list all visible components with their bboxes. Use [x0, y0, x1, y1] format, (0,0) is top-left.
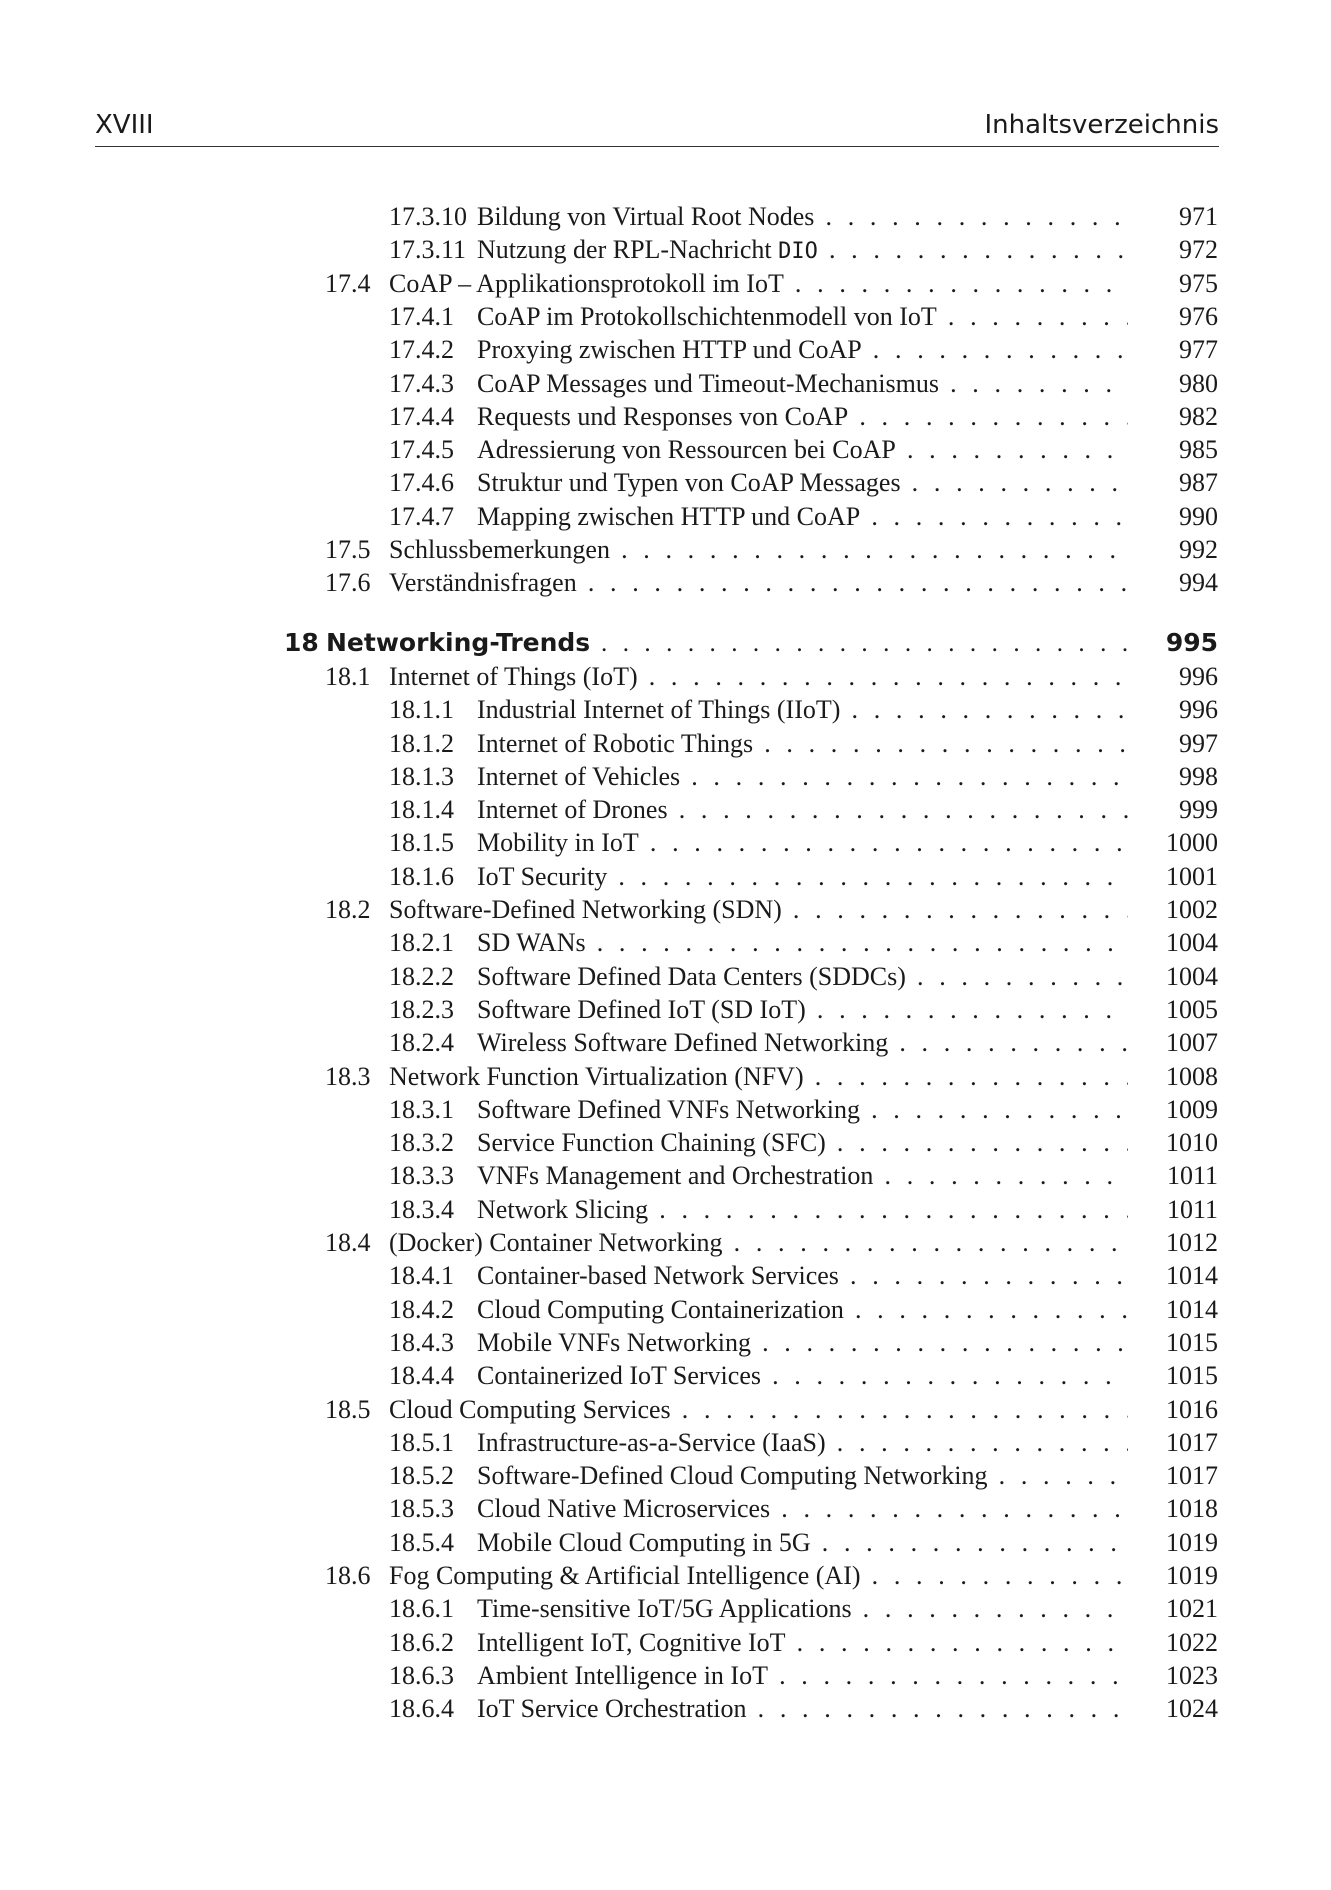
toc-entry-title — [477, 400, 1128, 434]
toc-entry-title-text: Verständnisfragen — [389, 568, 577, 598]
toc-entry-page: 1002 — [1136, 893, 1218, 927]
toc-entry-title-text: Network Slicing — [477, 1194, 649, 1224]
toc-entry-title-text: Software-Defined Cloud Computing Networking — [477, 1461, 988, 1491]
toc-entry-page: 1004 — [1136, 926, 1218, 960]
toc-entry-title — [477, 727, 1128, 761]
toc-entry-number: 18.2.1 — [389, 928, 454, 958]
toc-entry-row[interactable] — [0, 1526, 1331, 1560]
toc-entry-page: 994 — [1149, 566, 1218, 600]
toc-entry-title-text: Mobile Cloud Computing in 5G — [477, 1527, 811, 1557]
toc-entry-title-text: Nutzung der RPL-Nachricht — [477, 235, 779, 265]
toc-entry-number: 17.4.7 — [389, 501, 454, 531]
toc-entry-number: 18.6.3 — [389, 1660, 454, 1690]
toc-entry-page: 1023 — [1136, 1659, 1218, 1693]
toc-entry-title-text: Mobile VNFs Networking — [477, 1327, 751, 1357]
toc-entry-row[interactable] — [0, 960, 1331, 994]
toc-entry-title — [477, 826, 1128, 860]
toc-entry-row[interactable] — [0, 1659, 1331, 1693]
toc-entry-row[interactable] — [0, 1692, 1331, 1726]
toc-entry-number: 18 — [284, 627, 319, 657]
toc-entry-number: 17.5 — [325, 535, 371, 564]
toc-entry-title — [477, 1492, 1128, 1526]
toc-entry-number: 17.4.5 — [389, 435, 454, 465]
toc-entry-number: 17.6 — [325, 568, 371, 598]
toc-entry-number: 18.2 — [325, 895, 371, 924]
toc-entry-page: 1019 — [1136, 1559, 1218, 1593]
toc-entry-row[interactable] — [0, 1559, 1331, 1593]
toc-entry-page: 975 — [1149, 267, 1218, 301]
toc-entry-number: 18.1.2 — [389, 728, 454, 758]
toc-entry-title-text: Cloud Computing Services — [389, 1394, 671, 1424]
toc-entry-number: 17.3.11 — [389, 235, 467, 265]
toc-entry-row[interactable] — [0, 860, 1331, 894]
toc-entry-page: 976 — [1149, 300, 1218, 334]
toc-entry-title — [477, 1526, 1128, 1560]
toc-entry-title-text: Industrial Internet of Things (IIoT) — [477, 695, 841, 725]
toc-entry-row[interactable] — [0, 333, 1331, 367]
toc-entry-page: 1018 — [1136, 1492, 1218, 1526]
toc-entry-number: 18.3 — [325, 1061, 371, 1091]
toc-entry-number: 18.1.1 — [389, 695, 454, 725]
toc-entry-row[interactable] — [0, 1293, 1331, 1327]
toc-entry-title-text: Networking-Trends — [326, 627, 591, 657]
toc-entry-page: 1015 — [1136, 1326, 1218, 1360]
toc-entry-title — [389, 893, 1128, 927]
toc-entry-title-text: Ambient Intelligence in IoT — [477, 1660, 768, 1690]
toc-entry-title-text: VNFs Management and Orchestration — [477, 1161, 874, 1191]
toc-entry-title — [477, 1259, 1128, 1293]
toc-entry-title — [389, 566, 1128, 600]
toc-entry-row[interactable] — [0, 1226, 1331, 1260]
toc-entry-title-text: Internet of Robotic Things — [477, 728, 754, 758]
toc-entry-title — [477, 1326, 1128, 1360]
toc-entry-number: 18.1.6 — [389, 861, 454, 891]
toc-entry-title-text: CoAP im Protokollschichtenmodell von IoT — [477, 301, 937, 331]
toc-entry-title — [477, 1126, 1128, 1160]
toc-entry-title-text: Time-sensitive IoT/5G Applications — [477, 1594, 852, 1624]
toc-entry-row[interactable] — [0, 1326, 1331, 1360]
toc-entry-title-text: Fog Computing & Artificial Intelligence (AI) — [389, 1561, 861, 1590]
toc-entry-title-text: Struktur und Typen von CoAP Messages — [477, 468, 901, 498]
toc-entry-title — [477, 1359, 1128, 1393]
toc-chapter-row[interactable] — [0, 626, 1331, 660]
toc-entry-title — [477, 500, 1128, 534]
toc-entry-number: 18.5.1 — [389, 1427, 454, 1457]
toc-entry-title — [477, 1026, 1128, 1060]
toc-entry-page: 992 — [1149, 533, 1218, 567]
toc-entry-page: 971 — [1149, 200, 1218, 234]
toc-entry-page: 990 — [1149, 500, 1218, 534]
toc-entry-number: 18.3.1 — [389, 1094, 454, 1124]
toc-entry-title — [477, 433, 1128, 467]
toc-entry-page: 1019 — [1136, 1526, 1218, 1560]
toc-entry-page: 1014 — [1136, 1259, 1218, 1293]
toc-entry-title-text: Network Function Virtualization (NFV) — [389, 1061, 804, 1091]
toc-entry-title — [477, 1293, 1128, 1327]
toc-entry-title — [477, 793, 1128, 827]
toc-entry-page: 1005 — [1136, 993, 1218, 1027]
toc-entry-number: 17.4.1 — [389, 301, 454, 331]
toc-entry-title — [389, 267, 1128, 301]
toc-entry-row[interactable] — [0, 693, 1331, 727]
toc-entry-page: 985 — [1149, 433, 1218, 467]
toc-entry-number: 18.1.5 — [389, 828, 454, 858]
toc-entry-page: 1021 — [1136, 1592, 1218, 1626]
toc-entry-page: 1015 — [1136, 1359, 1218, 1393]
toc-entry-number: 17.4 — [325, 268, 371, 298]
toc-entry-number: 18.2.3 — [389, 994, 454, 1024]
toc-entry-row[interactable] — [0, 200, 1331, 234]
toc-entry-page: 982 — [1149, 400, 1218, 434]
toc-entry-page: 1022 — [1136, 1626, 1218, 1660]
toc-entry-number: 18.2.4 — [389, 1028, 454, 1058]
toc-entry-row[interactable] — [0, 1459, 1331, 1493]
toc-entry-number: 18.6.2 — [389, 1627, 454, 1657]
toc-entry-row[interactable] — [0, 660, 1331, 694]
toc-entry-page: 999 — [1149, 793, 1218, 827]
toc-entry-title — [389, 660, 1128, 694]
toc-entry-title — [477, 1426, 1128, 1460]
toc-entry-title-text: IoT Service Orchestration — [477, 1694, 747, 1724]
toc-entry-page: 1011 — [1137, 1193, 1218, 1227]
toc-entry-title-text: SD WANs — [477, 928, 586, 958]
toc-entry-number: 17.4.2 — [389, 335, 454, 365]
toc-entry-row[interactable] — [0, 993, 1331, 1027]
toc-entry-title — [477, 926, 1128, 960]
toc-entry-number: 18.6 — [325, 1561, 371, 1590]
toc-entry-title-text: Adressierung von Ressourcen bei CoAP — [477, 435, 896, 465]
toc-entry-page: 1001 — [1136, 860, 1218, 894]
toc-entry-title — [477, 960, 1128, 994]
toc-entry-title-text: Proxying zwischen HTTP und CoAP — [477, 335, 862, 365]
toc-entry-row[interactable] — [0, 566, 1331, 600]
toc-entry-number: 18.6.4 — [389, 1694, 454, 1724]
toc-entry-number: 18.3.4 — [389, 1194, 454, 1224]
toc-entry-row[interactable] — [0, 500, 1331, 534]
toc-entry-title — [477, 1459, 1128, 1493]
toc-entry-title — [477, 200, 1128, 234]
toc-entry-number: 17.3.10 — [389, 202, 467, 231]
toc-entry-row[interactable] — [0, 1393, 1331, 1427]
toc-entry-page: 998 — [1149, 760, 1218, 794]
toc-entry-title — [389, 1559, 1128, 1593]
toc-entry-title-text: Internet of Drones — [477, 795, 668, 825]
toc-entry-page: 1024 — [1136, 1692, 1218, 1726]
toc-entry-row[interactable] — [0, 533, 1331, 567]
toc-entry-title — [477, 1159, 1128, 1193]
toc-entry-number: 18.5.3 — [389, 1494, 454, 1524]
toc-entry-number: 17.4.3 — [389, 368, 454, 398]
toc-entry-row[interactable] — [0, 760, 1331, 794]
toc-entry-number: 18.3.2 — [389, 1128, 454, 1158]
toc-entry-title — [477, 1592, 1128, 1626]
toc-entry-number: 18.1 — [325, 661, 371, 691]
toc-entry-row[interactable] — [0, 1126, 1331, 1160]
toc-entry-title-text: Containerized IoT Services — [477, 1361, 761, 1391]
toc-entry-row[interactable] — [0, 1426, 1331, 1460]
toc-entry-page: 996 — [1149, 660, 1218, 694]
toc-entry-page: 972 — [1149, 233, 1218, 267]
toc-entry-page: 1011 — [1137, 1159, 1218, 1193]
toc-entry-number: 17.4.6 — [389, 468, 454, 498]
toc-entry-title-text: Container-based Network Services — [477, 1261, 839, 1291]
toc-entry-title — [477, 367, 1128, 401]
toc-entry-title — [477, 760, 1128, 794]
toc-entry-title-text: Infrastructure-as-a-Service (IaaS) — [477, 1427, 826, 1457]
toc-entry-row[interactable] — [0, 1060, 1331, 1094]
toc-entry-number: 18.1.3 — [389, 761, 454, 791]
toc-entry-title — [389, 1060, 1128, 1094]
toc-entry-title — [477, 1193, 1128, 1227]
toc-entry-row[interactable] — [0, 400, 1331, 434]
toc-entry-title-text: Service Function Chaining (SFC) — [477, 1128, 826, 1158]
running-title: Inhaltsverzeichnis — [984, 110, 1219, 140]
toc-entry-title-text: IoT Security — [477, 861, 608, 891]
toc-entry-title-text: Cloud Computing Containerization — [477, 1294, 844, 1324]
toc-entry-title-text: Internet of Vehicles — [477, 761, 681, 791]
toc-entry-page: 1012 — [1136, 1226, 1218, 1260]
toc-entry-row[interactable] — [0, 300, 1331, 334]
toc-entry-title-text: Software Defined IoT (SD IoT) — [477, 994, 806, 1024]
toc-entry-title-text: Software Defined Data Centers (SDDCs) — [477, 961, 906, 991]
toc-entry-row[interactable] — [0, 727, 1331, 761]
toc-entry-title-text: Intelligent IoT, Cognitive IoT — [477, 1627, 786, 1657]
toc-entry-page: 980 — [1149, 367, 1218, 401]
toc-entry-page: 1017 — [1136, 1426, 1218, 1460]
toc-entry-page: 996 — [1149, 693, 1218, 727]
toc-entry-page: 995 — [1136, 626, 1218, 660]
toc-entry-title-text: Internet of Things (IoT) — [389, 661, 638, 691]
toc-entry-number: 18.5.2 — [389, 1461, 454, 1491]
toc-entry-number: 18.4.1 — [389, 1261, 454, 1291]
toc-entry-number: 18.1.4 — [389, 795, 454, 825]
toc-entry-title-text: (Docker) Container Networking — [389, 1228, 723, 1257]
toc-entry-title — [477, 333, 1128, 367]
toc-entry-page: 987 — [1149, 466, 1218, 500]
toc-entry-row[interactable] — [0, 1093, 1331, 1127]
page-header — [95, 106, 1219, 147]
toc-entry-row[interactable] — [0, 1026, 1331, 1060]
toc-entry-title-text: Wireless Software Defined Networking — [477, 1028, 889, 1058]
toc-entry-page: 977 — [1149, 333, 1218, 367]
toc-entry-title-text: Cloud Native Microservices — [477, 1494, 771, 1524]
toc-entry-title-text: Software-Defined Networking (SDN) — [389, 895, 782, 924]
toc-entry-row[interactable] — [0, 926, 1331, 960]
toc-entry-page: 997 — [1149, 727, 1218, 761]
toc-entry-row[interactable] — [0, 893, 1331, 927]
toc-entry-number: 18.5.4 — [389, 1527, 454, 1557]
toc-entry-title — [477, 466, 1128, 500]
toc-entry-number: 17.4.4 — [389, 401, 454, 431]
toc-entry-row[interactable] — [0, 466, 1331, 500]
toc-entry-title-text: Requests und Responses von CoAP — [477, 401, 849, 431]
toc-entry-title-text: Software Defined VNFs Networking — [477, 1094, 860, 1124]
toc-entry-title — [389, 1393, 1128, 1427]
toc-entry-page: 1010 — [1136, 1126, 1218, 1160]
toc-entry-code: DIO — [778, 239, 818, 265]
toc-entry-row[interactable] — [0, 1626, 1331, 1660]
toc-entry-number: 18.4.3 — [389, 1327, 454, 1357]
toc-entry-number: 18.3.3 — [389, 1161, 454, 1191]
toc-entry-number: 18.4 — [325, 1228, 371, 1257]
toc-entry-row[interactable] — [0, 1193, 1331, 1227]
toc-entry-row[interactable] — [0, 826, 1331, 860]
toc-entry-row[interactable] — [0, 1259, 1331, 1293]
toc-entry-page: 1014 — [1136, 1293, 1218, 1327]
toc-entry-number: 18.4.4 — [389, 1361, 454, 1391]
toc-entry-title — [477, 1659, 1128, 1693]
toc-entry-title-text: Mobility in IoT — [477, 828, 639, 858]
toc-entry-title — [477, 1626, 1128, 1660]
toc-entry-title-text: Bildung von Virtual Root Nodes — [477, 202, 815, 231]
toc-entry-page: 1008 — [1136, 1060, 1218, 1094]
toc-entry-number: 18.4.2 — [389, 1294, 454, 1324]
toc-entry-title — [477, 1093, 1128, 1127]
toc-entry-title-text: CoAP Messages und Timeout-Mechanismus — [477, 368, 939, 398]
toc-entry-title — [389, 1226, 1128, 1260]
toc-entry-title — [477, 1692, 1128, 1726]
toc-entry-row[interactable] — [0, 433, 1331, 467]
toc-entry-page: 1000 — [1136, 826, 1218, 860]
toc-entry-row[interactable] — [0, 793, 1331, 827]
toc-entry-page: 1017 — [1136, 1459, 1218, 1493]
toc-entry-row[interactable] — [0, 267, 1331, 301]
toc-entry-title — [326, 626, 1128, 661]
toc-entry-page: 1009 — [1136, 1093, 1218, 1127]
toc-entry-row[interactable] — [0, 367, 1331, 401]
page-number-roman: XVIII — [95, 110, 154, 140]
toc-entry-page: 1016 — [1136, 1393, 1218, 1427]
toc-entry-page: 1004 — [1136, 960, 1218, 994]
toc-entry-title — [389, 533, 1128, 567]
toc-entry-title — [477, 993, 1128, 1027]
toc-entry-title-text: CoAP – Applikationsprotokoll im IoT — [389, 268, 784, 298]
toc-entry-title-text: Mapping zwischen HTTP und CoAP — [477, 501, 861, 531]
toc-entry-title — [477, 860, 1128, 894]
toc-entry-row[interactable] — [0, 1159, 1331, 1193]
toc-entry-number: 18.6.1 — [389, 1594, 454, 1624]
toc-entry-title — [477, 693, 1128, 727]
toc-entry-number: 18.2.2 — [389, 961, 454, 991]
toc-entry-row[interactable] — [0, 1592, 1331, 1626]
toc-entry-row[interactable] — [0, 1359, 1331, 1393]
toc-entry-title — [477, 300, 1128, 334]
toc-entry-title-text: Schlussbemerkungen — [389, 535, 610, 564]
toc-entry-row[interactable] — [0, 1492, 1331, 1526]
toc-entry-number: 18.5 — [325, 1394, 371, 1424]
toc-entry-title — [477, 233, 1128, 269]
toc-entry-row[interactable] — [0, 233, 1331, 267]
toc-entry-page: 1007 — [1136, 1026, 1218, 1060]
